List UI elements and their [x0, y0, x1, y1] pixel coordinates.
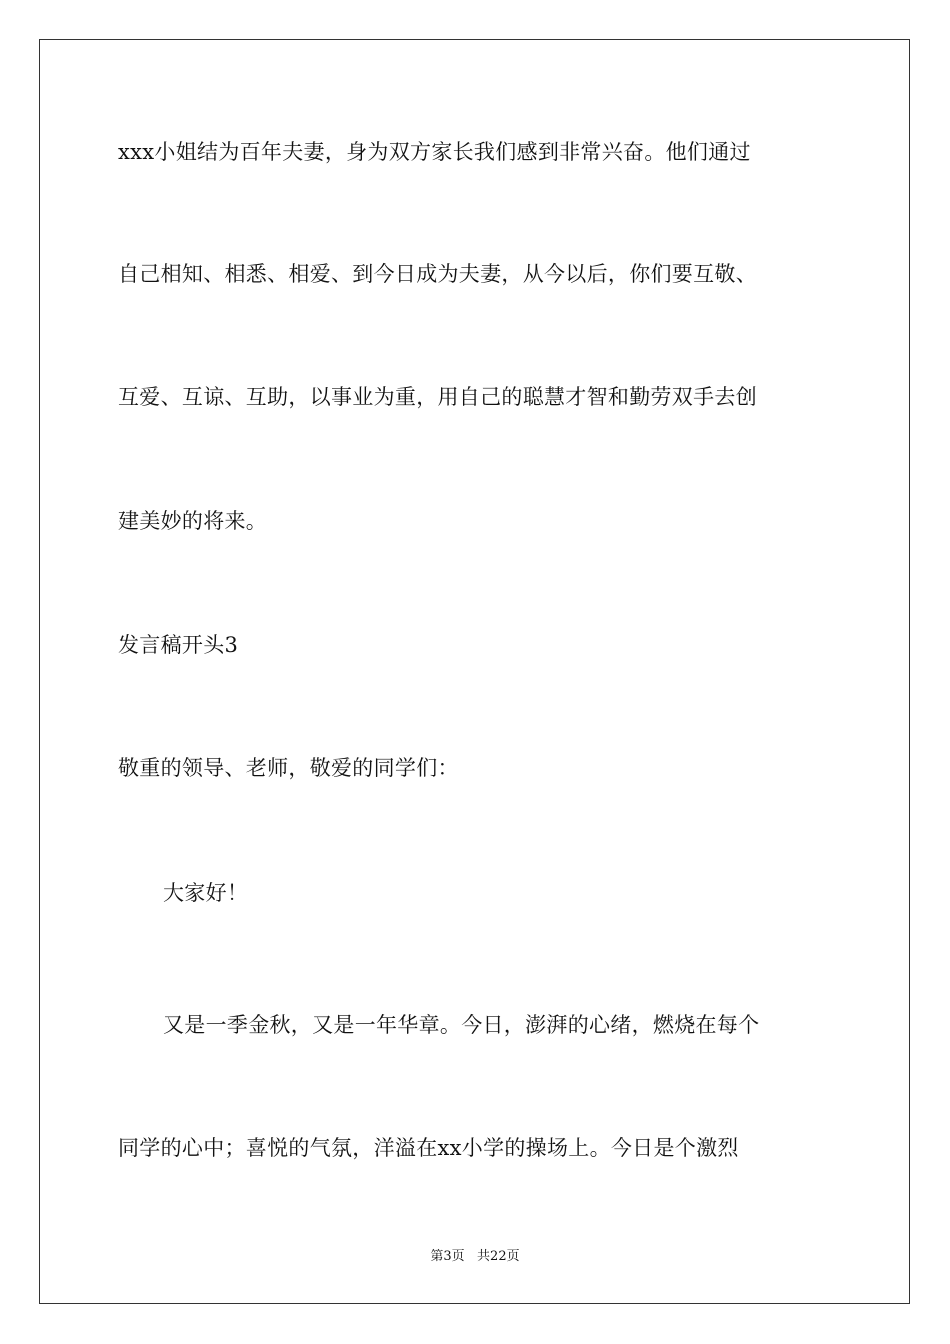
- greeting: 大家好！: [163, 881, 249, 905]
- paragraph-line-8: 又是一季金秋，又是一年华章。今日，澎湃的心绪，燃烧在每个: [163, 1013, 760, 1037]
- page-footer: [0, 1248, 950, 1266]
- page-border: [39, 39, 910, 1304]
- paragraph-line-2: 自己相知、相悉、相爱、到今日成为夫妻，从今以后，你们要互敬、: [118, 262, 757, 286]
- paragraph-line-3: 互爱、互谅、互助，以事业为重，用自己的聪慧才智和勤劳双手去创: [118, 385, 757, 409]
- page-number-text: 第3页 共22页: [430, 1249, 520, 1264]
- section-heading: 发言稿开头3: [118, 633, 239, 657]
- paragraph-line-4: 建美妙的将来。: [118, 509, 268, 533]
- paragraph-line-1: xxx小姐结为百年夫妻，身为双方家长我们感到非常兴奋。他们通过: [118, 140, 751, 164]
- salutation: 敬重的领导、老师，敬爱的同学们：: [118, 756, 459, 780]
- paragraph-line-9: 同学的心中；喜悦的气氛，洋溢在xx小学的操场上。今日是个激烈: [118, 1136, 739, 1160]
